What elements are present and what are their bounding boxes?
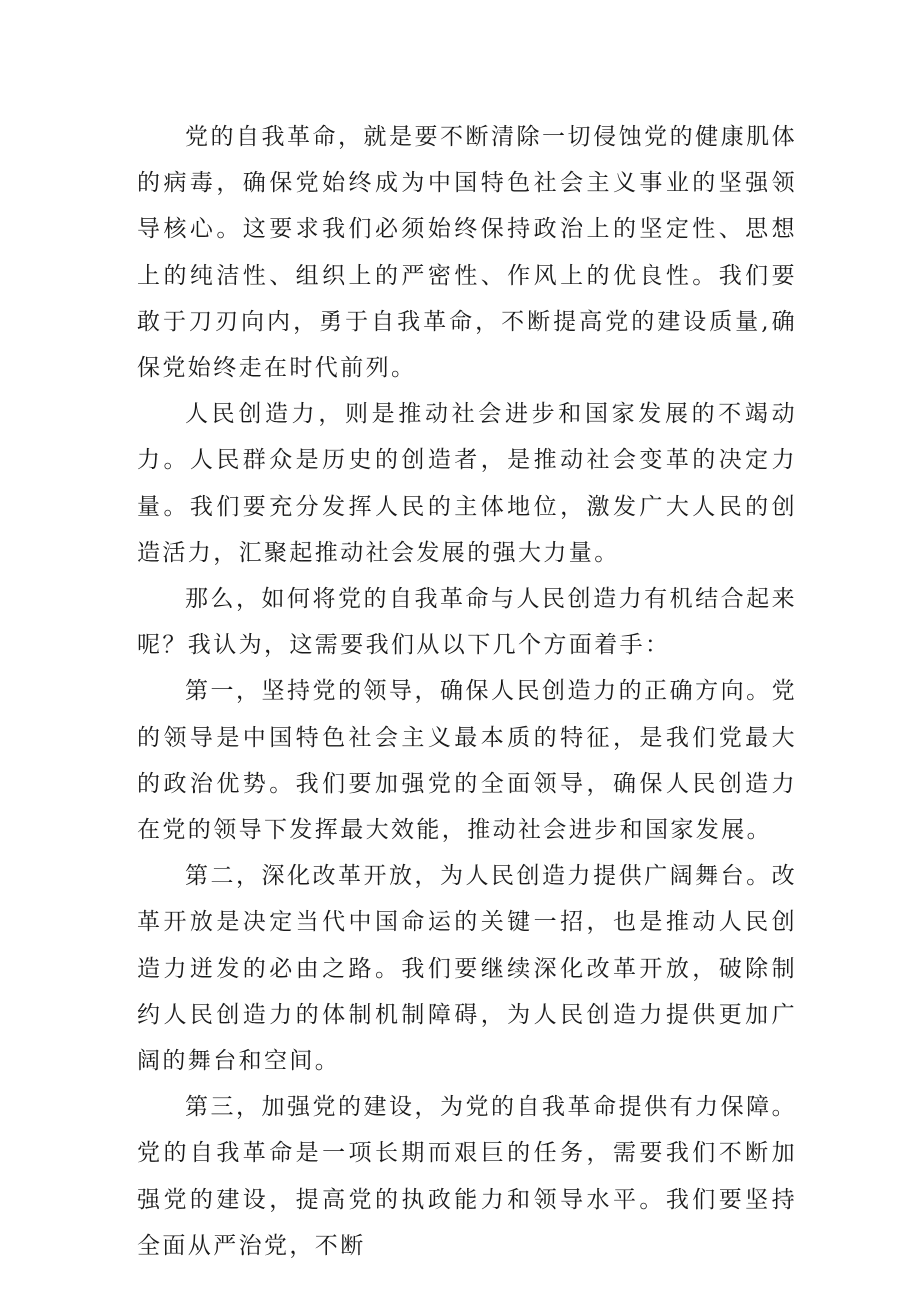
- paragraph-self-revolution: 党的自我革命，就是要不断清除一切侵蚀党的健康肌体的病毒，确保党始终成为中国特色社会主义事业的坚强领导核心。这要求我们必须始终保持政治上的坚定性、思想上的纯洁性、组织上的严密性、作风上的优良性。我们要敢于刀刃向内，勇于自我革命，不断提高党的建设质量,确保党始终走在时代前列。: [137, 124, 797, 382]
- paragraph-people-creativity: 人民创造力，则是推动社会进步和国家发展的不竭动力。人民群众是历史的创造者，是推动社会变革的决定力量。我们要充分发挥人民的主体地位，激发广大人民的创造活力，汇聚起推动社会发展的强大力量。: [137, 401, 797, 566]
- paragraph-question: 那么，如何将党的自我革命与人民创造力有机结合起来呢？我认为，这需要我们从以下几个方面着手：: [137, 586, 797, 659]
- document-body: [137, 114, 797, 1269]
- paragraph-point-two: 第二，深化改革开放，为人民创造力提供广阔舞台。改革开放是决定当代中国命运的关键一招，也是推动人民创造力迸发的必由之路。我们要继续深化改革开放，破除制约人民创造力的体制机制障碍，为人民创造力提供更加广阔的舞台和空间。: [137, 863, 797, 1075]
- paragraph-point-one: 第一，坚持党的领导，确保人民创造力的正确方向。党的领导是中国特色社会主义最本质的特征，是我们党最大的政治优势。我们要加强党的全面领导，确保人民创造力在党的领导下发挥最大效能，推动社会进步和国家发展。: [137, 678, 797, 844]
- paragraph-point-three: 第三，加强党的建设，为党的自我革命提供有力保障。党的自我革命是一项长期而艰巨的任务，需要我们不断加强党的建设，提高党的执政能力和领导水平。我们要坚持全面从严治党，不断: [137, 1094, 797, 1259]
